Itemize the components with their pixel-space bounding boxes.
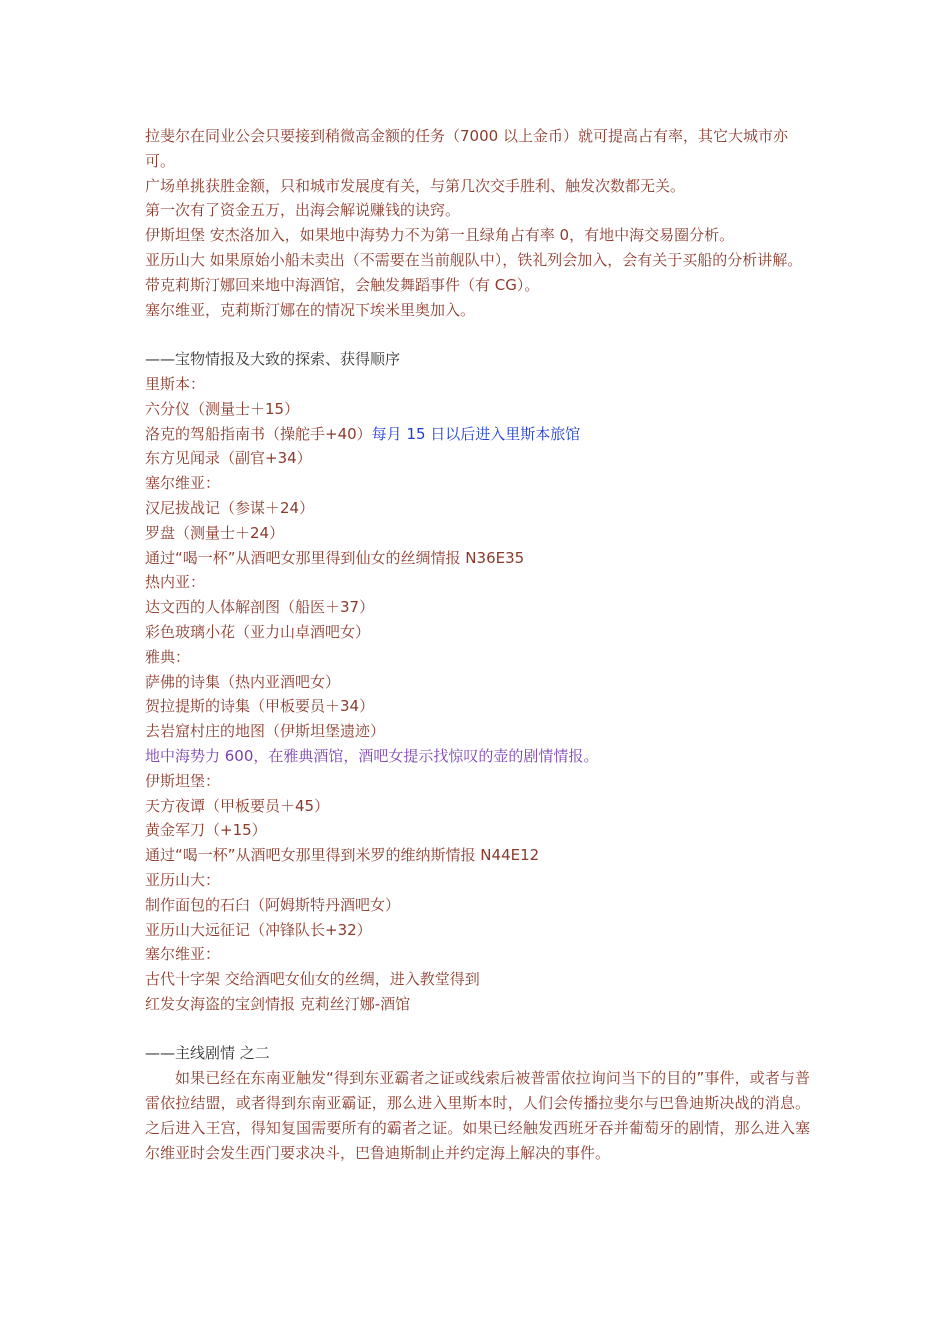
treasure-item: 黄金军刀（+15）	[145, 821, 267, 840]
city-label-seville-2: 塞尔维亚：	[145, 945, 221, 964]
spacer	[145, 1017, 810, 1042]
intro-line: 带克莉斯汀娜回来地中海酒馆，会触发舞蹈事件（有 CG）。	[145, 275, 540, 294]
intro-line: 亚历山大 如果原始小船未卖出（不需要在当前舰队中），铁礼列会加入，会有关于买船的分析讲解。	[145, 250, 803, 269]
city-label-athens: 雅典：	[145, 647, 191, 666]
document-body	[145, 124, 810, 1165]
treasure-item: 达文西的人体解剖图（船医＋37）	[145, 598, 375, 617]
treasure-item: 通过“喝一杯”从酒吧女那里得到仙女的丝绸情报 N36E35	[145, 548, 525, 567]
treasure-item: 彩色玻璃小花（亚力山卓酒吧女）	[145, 622, 371, 641]
section-heading-story: ——主线剧情 之二	[145, 1044, 270, 1063]
treasure-item: 天方夜谭（甲板要员＋45）	[145, 796, 330, 815]
section-heading-treasure: ——宝物情报及大致的探索、获得顺序	[145, 350, 401, 369]
treasure-item: 汉尼拔战记（参谋＋24）	[145, 498, 315, 517]
city-label-istanbul: 伊斯坦堡：	[145, 771, 221, 790]
treasure-item: 亚历山大远征记（冲锋队长+32）	[145, 920, 372, 939]
treasure-item: 古代十字架 交给酒吧女仙女的丝绸，进入教堂得到	[145, 970, 480, 989]
intro-line: 塞尔维亚，克莉斯汀娜在的情况下埃米里奥加入。	[145, 300, 476, 319]
spacer	[145, 322, 810, 347]
story-paragraph: 如果已经在东南亚触发“得到东亚霸者之证或线索后被普雷依拉询问当下的目的”事件，或者与普雷依拉结盟，或者得到东南亚霸证，那么进入里斯本时，人们会传播拉斐尔与巴鲁迪斯决战的消息。之后进入王宫，得知复国需要所有的霸者之证。如果已经触发西班牙吞并葡萄牙的剧情，那么进入塞尔维亚时会发生西门要求决斗，巴鲁迪斯制止并约定海上解决的事件。	[145, 1069, 810, 1162]
intro-line: 广场单挑获胜金额，只和城市发展度有关，与第几次交手胜利、触发次数都无关。	[145, 176, 686, 195]
treasure-note: 每月 15 日以后进入里斯本旅馆	[371, 424, 581, 443]
treasure-item: 萨佛的诗集（热内亚酒吧女）	[145, 672, 341, 691]
city-label-lisbon: 里斯本：	[145, 374, 206, 393]
treasure-item	[145, 422, 810, 447]
intro-line: 第一次有了资金五万，出海会解说赚钱的诀窍。	[145, 201, 461, 220]
city-label-alexandria: 亚历山大：	[145, 870, 221, 889]
treasure-item: 东方见闻录（副官+34）	[145, 449, 312, 468]
intro-line: 伊斯坦堡 安杰洛加入，如果地中海势力不为第一且绿角占有率 0，有地中海交易圈分析。	[145, 226, 735, 245]
treasure-item: 制作面包的石臼（阿姆斯特丹酒吧女）	[145, 895, 401, 914]
treasure-item: 六分仪（测量士＋15）	[145, 399, 300, 418]
treasure-item: 去岩窟村庄的地图（伊斯坦堡遗迹）	[145, 722, 386, 741]
intro-line: 拉斐尔在同业公会只要接到稍微高金额的任务（7000 以上金币）就可提高占有率，其它大城市亦可。	[145, 127, 788, 170]
treasure-item: 通过“喝一杯”从酒吧女那里得到米罗的维纳斯情报 N44E12	[145, 846, 540, 865]
treasure-note-purple: 地中海势力 600，在雅典酒馆，酒吧女提示找惊叹的壶的剧情情报。	[145, 746, 599, 765]
treasure-item: 罗盘（测量士＋24）	[145, 523, 285, 542]
treasure-item: 贺拉提斯的诗集（甲板要员＋34）	[145, 697, 375, 716]
treasure-item-text: 洛克的驾船指南书（操舵手+40）	[145, 424, 372, 443]
city-label-seville: 塞尔维亚：	[145, 474, 221, 493]
city-label-genoa: 热内亚：	[145, 573, 206, 592]
treasure-item: 红发女海盗的宝剑情报 克莉丝汀娜-酒馆	[145, 994, 411, 1013]
